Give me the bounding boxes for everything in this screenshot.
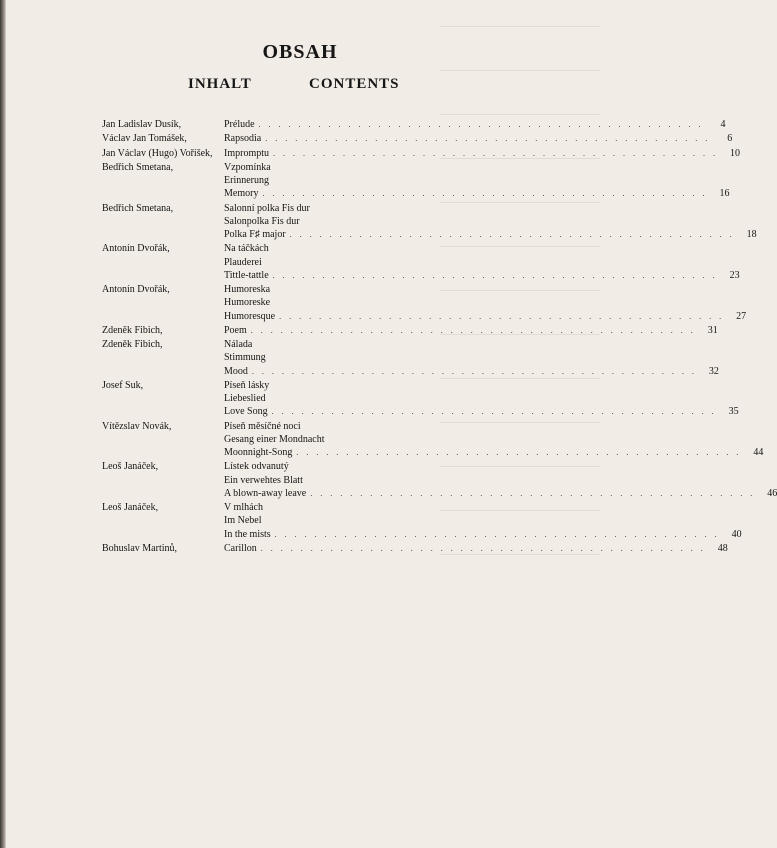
toc-title: Erinnerung: [224, 175, 269, 186]
toc-row: [0, 296, 600, 309]
toc-row: [0, 202, 600, 215]
toc-entry: [224, 161, 516, 174]
toc-page-number: 44: [753, 447, 764, 458]
page-title: OBSAH: [262, 41, 338, 63]
toc-row: [0, 420, 600, 433]
toc-entry: [224, 365, 719, 378]
toc-entry: [224, 528, 742, 541]
toc-composer: Leoš Janáček,: [102, 461, 159, 473]
toc-row: [0, 283, 600, 296]
subtitle-row: [0, 76, 600, 98]
toc-title: Impromptu: [224, 147, 269, 159]
dot-leader: . . . . . . . . . . . . . . . . . . . . . . . . . . . . . . . . . . . . . . . . . . . . .: [251, 366, 697, 376]
toc-composer: Zdeněk Fibich,: [102, 339, 163, 350]
toc-page-number: 32: [708, 365, 719, 377]
dot-leader: . . . . . . . . . . . . . . . . . . . . . . . . . . . . . . . . . . . . . . . . . . . . .: [271, 407, 717, 417]
toc-page-number: 23: [729, 269, 740, 281]
toc-composer: Bohuslav Martinů,: [102, 542, 177, 554]
toc-entry: [224, 310, 747, 323]
table-of-contents: [0, 118, 777, 555]
toc-title: Rapsodia: [224, 133, 262, 145]
dot-leader: . . . . . . . . . . . . . . . . . . . . . . . . . . . . . . . . . . . . . . . . . . . . .: [274, 529, 720, 539]
toc-entry: [224, 446, 764, 459]
toc-entry: [224, 202, 516, 215]
toc-entry: [224, 283, 516, 296]
toc-title: A blown-away leave: [224, 487, 307, 499]
toc-title: Salonpolka Fis dur: [224, 215, 300, 227]
subtitle-german: INHALT: [188, 76, 252, 92]
toc-row: [0, 351, 600, 364]
toc-row: [0, 474, 600, 487]
toc-title: Prélude: [224, 119, 255, 130]
toc-row: [0, 132, 733, 145]
toc-composer: Antonín Dvořák,: [102, 243, 170, 255]
toc-title: Píseň měsíčné noci: [224, 420, 301, 432]
toc-row: [0, 542, 728, 555]
toc-composer: Vítězslav Novák,: [102, 420, 172, 432]
toc-title: Humoresque: [224, 310, 276, 322]
toc-row: [0, 228, 757, 241]
toc-row: [0, 324, 718, 337]
toc-title: V mlhách: [224, 502, 263, 513]
toc-entry: [224, 474, 516, 487]
toc-entry: [224, 242, 516, 255]
toc-entry: [224, 174, 516, 187]
toc-row: [0, 460, 600, 473]
toc-entry: [224, 187, 730, 200]
toc-title: Im Nebel: [224, 515, 262, 527]
toc-row: [0, 118, 726, 131]
toc-page-number: 18: [746, 229, 757, 240]
toc-title: In the mists: [224, 528, 271, 540]
toc-page-number: 40: [731, 528, 742, 540]
toc-entry: [224, 392, 516, 405]
toc-entry: [224, 147, 740, 160]
toc-page-number: 27: [736, 310, 747, 322]
toc-row: [0, 528, 742, 541]
toc-title: Carillon: [224, 542, 257, 554]
toc-page-number: 6: [727, 133, 733, 145]
toc-entry: [224, 296, 516, 309]
dot-leader: . . . . . . . . . . . . . . . . . . . . . . . . . . . . . . . . . . . . . . . . . . . . .: [279, 311, 725, 321]
toc-title: Memory: [224, 188, 259, 200]
toc-page-number: 48: [717, 542, 728, 554]
toc-title: Humoreska: [224, 284, 271, 295]
toc-row: [0, 256, 600, 269]
toc-entry: [224, 433, 516, 446]
toc-page-number: 10: [730, 147, 740, 159]
dot-leader: . . . . . . . . . . . . . . . . . . . . . . . . . . . . . . . . . . . . . . . . . . . . .: [260, 543, 706, 553]
toc-entry: [224, 420, 516, 433]
toc-composer: Bedřich Smetana,: [102, 202, 174, 214]
toc-composer: Bedřich Smetana,: [102, 161, 174, 173]
toc-row: [0, 161, 600, 174]
toc-title: Stimmung: [224, 352, 266, 364]
dot-leader: . . . . . . . . . . . . . . . . . . . . . . . . . . . . . . . . . . . . . . . . . . . . .: [265, 134, 711, 144]
toc-entry: [224, 269, 740, 282]
toc-title: Tittle-tattle: [224, 269, 269, 281]
toc-title: Píseň lásky: [224, 379, 270, 391]
toc-title: Na táčkách: [224, 243, 269, 255]
toc-entry: [224, 118, 726, 131]
toc-row: [0, 379, 600, 392]
toc-page-number: 46: [767, 487, 777, 499]
toc-title: Lístek odvanutý: [224, 461, 289, 473]
toc-composer: Zdeněk Fibich,: [102, 324, 163, 336]
toc-entry: [224, 215, 516, 228]
toc-row: [0, 147, 740, 160]
toc-entry: [224, 379, 516, 392]
toc-title: Polka F♯ major: [224, 229, 286, 240]
toc-composer: Josef Suk,: [102, 379, 144, 391]
toc-row: [0, 487, 777, 500]
toc-composer: Leoš Janáček,: [102, 502, 159, 513]
toc-title: Mood: [224, 365, 248, 377]
toc-row: [0, 514, 600, 527]
toc-entry: [224, 542, 728, 555]
toc-entry: [224, 351, 516, 364]
toc-title: Vzpomínka: [224, 161, 271, 173]
toc-page-number: 16: [719, 188, 730, 200]
toc-row: [0, 269, 740, 282]
toc-entry: [224, 338, 516, 351]
toc-title: Salonní polka Fis dur: [224, 202, 310, 214]
toc-row: [0, 310, 747, 323]
toc-entry: [224, 501, 516, 514]
toc-entry: [224, 514, 516, 527]
toc-title: Humoreske: [224, 297, 271, 309]
dot-leader: . . . . . . . . . . . . . . . . . . . . . . . . . . . . . . . . . . . . . . . . . . . . .: [273, 148, 718, 158]
toc-entry: [224, 324, 718, 337]
toc-entry: [224, 132, 733, 145]
toc-page-number: 31: [707, 324, 718, 336]
dot-leader: . . . . . . . . . . . . . . . . . . . . . . . . . . . . . . . . . . . . . . . . . . . . .: [289, 230, 735, 239]
toc-title: Liebeslied: [224, 393, 266, 404]
toc-title: Plauderei: [224, 256, 262, 268]
toc-entry: [224, 460, 516, 473]
dot-leader: . . . . . . . . . . . . . . . . . . . . . . . . . . . . . . . . . . . . . . . . . . . . .: [310, 488, 756, 498]
toc-title: Moonnight-Song: [224, 447, 293, 458]
toc-composer: Antonín Dvořák,: [102, 284, 170, 295]
toc-row: [0, 392, 600, 405]
dot-leader: . . . . . . . . . . . . . . . . . . . . . . . . . . . . . . . . . . . . . . . . . . . . .: [250, 325, 696, 335]
toc-row: [0, 338, 600, 351]
dot-leader: . . . . . . . . . . . . . . . . . . . . . . . . . . . . . . . . . . . . . . . . . . . . .: [262, 189, 708, 199]
dot-leader: . . . . . . . . . . . . . . . . . . . . . . . . . . . . . . . . . . . . . . . . . . . . .: [272, 270, 718, 280]
toc-row: [0, 215, 600, 228]
toc-title: Ein verwehtes Blatt: [224, 474, 303, 486]
toc-entry: [224, 256, 516, 269]
toc-title: Poem: [224, 324, 247, 336]
toc-row: [0, 187, 730, 200]
toc-row: [0, 433, 600, 446]
toc-entry: [224, 405, 739, 418]
toc-row: [0, 446, 764, 459]
dot-leader: . . . . . . . . . . . . . . . . . . . . . . . . . . . . . . . . . . . . . . . . . . . . .: [296, 448, 742, 457]
toc-composer: Jan Ladislav Dusík,: [102, 119, 182, 130]
toc-title: Gesang einer Mondnacht: [224, 433, 325, 445]
subtitle-english: CONTENTS: [309, 76, 400, 92]
toc-row: [0, 365, 719, 378]
toc-row: [0, 174, 600, 187]
toc-title: Nálada: [224, 339, 253, 350]
toc-entry: [224, 228, 757, 241]
toc-row: [0, 242, 600, 255]
toc-page-number: 4: [720, 119, 726, 130]
toc-title: Love Song: [224, 406, 268, 418]
toc-page-number: 35: [728, 406, 739, 418]
dot-leader: . . . . . . . . . . . . . . . . . . . . . . . . . . . . . . . . . . . . . . . . . . . . .: [258, 120, 704, 129]
toc-composer: Václav Jan Tomášek,: [102, 133, 187, 145]
toc-row: [0, 501, 600, 514]
toc-composer: Jan Václav (Hugo) Voříšek,: [102, 147, 213, 159]
toc-entry: [224, 487, 777, 500]
toc-row: [0, 405, 739, 418]
